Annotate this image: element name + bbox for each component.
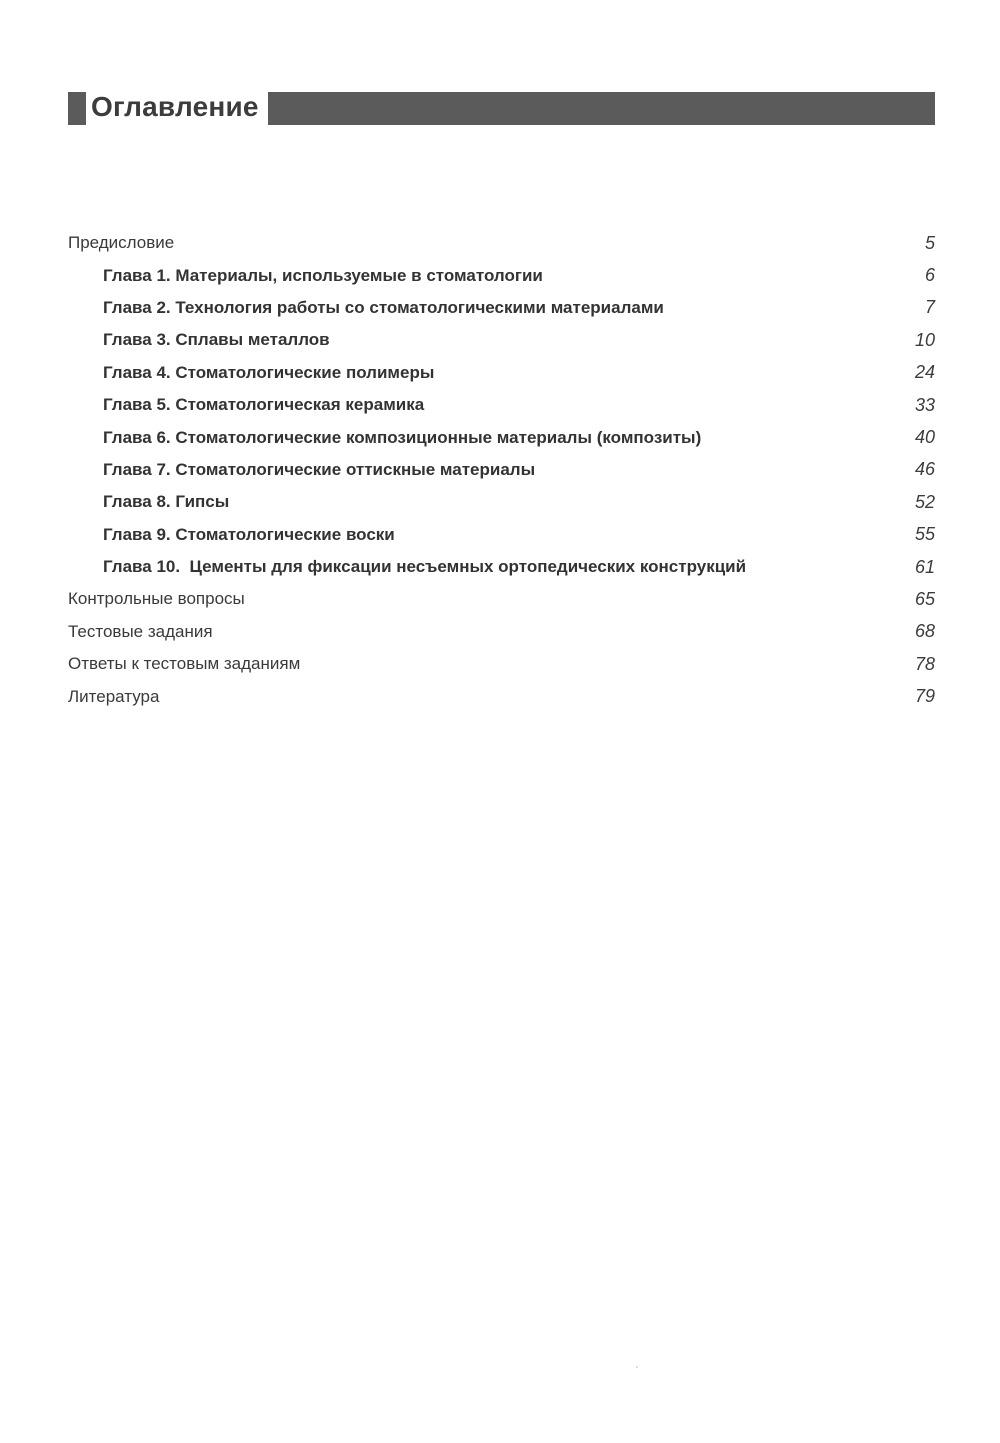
toc-entry-label: Глава 8. Гипсы — [103, 492, 230, 512]
toc-entry-page: 5 — [924, 232, 935, 253]
toc-entry-label: Глава 2. Технология работы со стоматологическими материалами — [103, 297, 664, 317]
toc-entry[interactable] — [68, 616, 935, 648]
toc-entry[interactable] — [68, 648, 935, 680]
toc-entry[interactable] — [68, 421, 935, 453]
toc-entry-label: Ответы к тестовым заданиям — [68, 654, 301, 674]
toc-entry-label: Глава 7. Стоматологические оттискные материалы — [103, 459, 536, 479]
toc-entry[interactable] — [68, 227, 935, 259]
toc-entry-page: 78 — [914, 653, 935, 674]
toc-entry-page: 46 — [914, 459, 935, 480]
toc-entry[interactable] — [68, 583, 935, 615]
toc-entry-label: Глава 5. Стоматологическая керамика — [103, 395, 425, 415]
toc-entry[interactable] — [68, 389, 935, 421]
section-header — [68, 92, 935, 125]
toc-entry-label: Контрольные вопросы — [68, 589, 245, 609]
toc-entry-label: Глава 1. Материалы, используемые в стоматологии — [103, 265, 543, 285]
toc-entry-page: 79 — [914, 686, 935, 707]
toc-entry[interactable] — [68, 259, 935, 291]
toc-entry-label: Литература — [68, 686, 160, 706]
toc-entry[interactable] — [68, 454, 935, 486]
toc-entry-label: Глава 3. Сплавы металлов — [103, 330, 330, 350]
toc-entry-page: 7 — [924, 297, 935, 318]
toc-entry[interactable] — [68, 551, 935, 583]
toc-entry-label: Глава 9. Стоматологические воски — [103, 524, 395, 544]
toc-entry-page: 33 — [914, 394, 935, 415]
toc-entry-page: 65 — [914, 588, 935, 609]
toc-entry-page: 6 — [924, 265, 935, 286]
toc-entry-page: 61 — [914, 556, 935, 577]
toc-entry[interactable] — [68, 486, 935, 518]
toc-entry[interactable] — [68, 357, 935, 389]
header-bar — [268, 92, 935, 125]
toc-entry-label: Тестовые задания — [68, 621, 213, 641]
toc-entry[interactable] — [68, 680, 935, 712]
page-title: Оглавление — [91, 91, 259, 122]
toc-entry[interactable] — [68, 324, 935, 356]
toc-entry-page: 55 — [914, 524, 935, 545]
toc-entry-label: Глава 10. Цементы для фиксации несъемных ортопедических конструкций — [103, 557, 747, 577]
header-accent-block — [68, 92, 86, 125]
toc-entry-page: 68 — [914, 621, 935, 642]
toc-entry-page: 52 — [914, 491, 935, 512]
toc-entry-page: 40 — [914, 427, 935, 448]
toc-entry-label: Глава 4. Стоматологические полимеры — [103, 362, 435, 382]
toc-entry[interactable] — [68, 292, 935, 324]
toc-entry-label: Предисловие — [68, 233, 175, 253]
scan-speck — [636, 1366, 638, 1368]
toc-entry[interactable] — [68, 519, 935, 551]
toc-entry-page: 24 — [914, 362, 935, 383]
table-of-contents — [68, 227, 935, 713]
toc-entry-label: Глава 6. Стоматологические композиционные материалы (композиты) — [103, 427, 702, 447]
toc-entry-page: 10 — [914, 329, 935, 350]
